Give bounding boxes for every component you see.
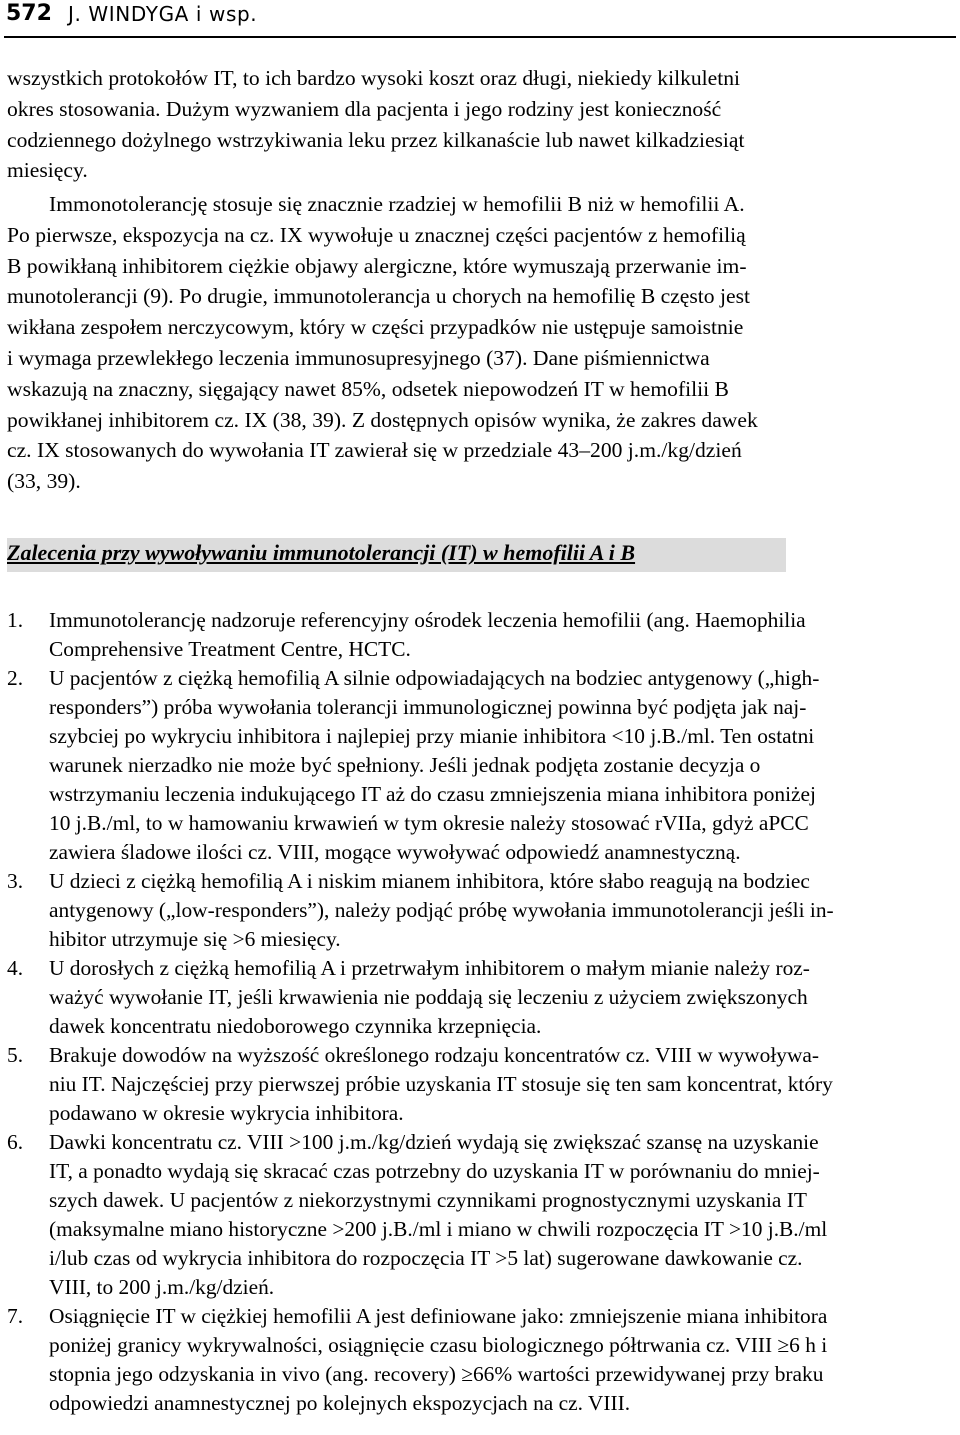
recommendation-item <box>7 954 953 1041</box>
item-text-line: ważyć wywołanie IT, jeśli krwawienia nie poddają się leczeniu z użyciem zwiększonych <box>49 985 808 1009</box>
header-rule <box>4 36 956 38</box>
item-text-line: poniżej granicy wykrywalności, osiągnięcie czasu biologicznego półtrwania cz. VIII ≥6 h i <box>49 1333 828 1357</box>
text-line: okres stosowania. Dużym wyzwaniem dla pacjenta i jego rodziny jest konieczność <box>7 96 722 121</box>
text-line: B powikłaną inhibitorem ciężkie objawy alergiczne, które wymuszają przerwanie im- <box>7 253 747 278</box>
item-text-line: szybciej po wykryciu inhibitora i najlepiej przy mianie inhibitora <10 j.B./ml. Ten ostatni <box>49 724 815 748</box>
item-text-line: hibitor utrzymuje się >6 miesięcy. <box>49 927 341 951</box>
item-text-line: U dorosłych z ciężką hemofilią A i przetrwałym inhibitorem o małym mianie należy roz- <box>49 956 810 980</box>
section-heading-text: Zalecenia przy wywoływaniu immunotolerancji (IT) w hemofilii A i B <box>7 540 636 565</box>
paragraph-2 <box>7 189 953 497</box>
item-text-line: antygenowy („low-responders”), należy podjąć próbę wywołania immunotolerancji jeśli in- <box>49 898 834 922</box>
item-text-line: niu IT. Najczęściej przy pierwszej próbie uzyskania IT stosuje się ten sam koncentrat, który <box>49 1072 833 1096</box>
item-number: 1. <box>7 608 24 632</box>
recommendation-item <box>7 606 953 664</box>
item-text-line: responders”) próba wywołania tolerancji immunologicznej powinna być podjęta jak naj- <box>49 695 807 719</box>
item-number: 6. <box>7 1130 24 1154</box>
item-text-line: U pacjentów z ciężką hemofilią A silnie odpowiadających na bodziec antygenowy („high- <box>49 666 820 690</box>
text-line: Immonotolerancję stosuje się znacznie rzadziej w hemofilii B niż w hemofilii A. <box>49 192 745 216</box>
item-text-line: Comprehensive Treatment Centre, HCTC. <box>49 637 411 661</box>
item-text-line: wstrzymaniu leczenia indukującego IT aż do czasu zmniejszenia miana inhibitora poniżej <box>49 782 816 806</box>
item-text-line: odpowiedzi anamnestycznej po kolejnych ekspozycjach na cz. VIII. <box>49 1391 631 1415</box>
text-line: i wymaga przewlekłego leczenia immunosupresyjnego (37). Dane piśmiennictwa <box>7 345 710 370</box>
recommendations-list <box>7 606 953 1418</box>
text-line: wikłana zespołem nerczycowym, który w części przypadków nie ustępuje samoistnie <box>7 315 744 340</box>
section-heading <box>7 538 786 572</box>
item-number: 5. <box>7 1043 24 1067</box>
text-line: miesięcy. <box>7 158 88 183</box>
text-line: Po pierwsze, ekspozycja na cz. IX wywołuje u znacznej części pacjentów z hemofilią <box>7 222 746 247</box>
item-text-line: szych dawek. U pacjentów z niekorzystnymi czynnikami prognostycznymi uzyskania IT <box>49 1188 807 1212</box>
item-text-line: zawiera śladowe ilości cz. VIII, mogące wywoływać odpowiedź anamnestyczną. <box>49 840 741 864</box>
item-text-line: Dawki koncentratu cz. VIII >100 j.m./kg/dzień wydają się zwiększać szansę na uzyskanie <box>49 1130 819 1154</box>
item-number: 7. <box>7 1304 24 1328</box>
item-text-line: Brakuje dowodów na wyższość określonego rodzaju koncentratów cz. VIII w wywoływa- <box>49 1043 820 1067</box>
item-text-line: Immunotolerancję nadzoruje referencyjny ośrodek leczenia hemofilii (ang. Haemophilia <box>49 608 806 632</box>
running-header <box>0 0 960 30</box>
item-text-line: IT, a ponadto wydają się skracać czas potrzebny do uzyskania IT w porównaniu do mniej- <box>49 1159 820 1183</box>
text-line: cz. IX stosowanych do wywołania IT zawierał się w przedziale 43–200 j.m./kg/dzień <box>7 438 742 463</box>
item-text-line: VIII, to 200 j.m./kg/dzień. <box>49 1275 275 1299</box>
text-line: wskazują na znaczny, sięgający nawet 85%, odsetek niepowodzeń IT w hemofilii B <box>7 376 729 401</box>
item-text-line: i/lub czas od wykrycia inhibitora do rozpoczęcia IT >5 lat) sugerowane dawkowanie cz. <box>49 1246 803 1270</box>
recommendation-item <box>7 867 953 954</box>
text-line: powikłanej inhibitorem cz. IX (38, 39). Z dostępnych opisów wynika, że zakres dawek <box>7 407 758 432</box>
recommendation-item <box>7 1041 953 1128</box>
text-line: (33, 39). <box>7 469 81 494</box>
recommendation-item <box>7 1128 953 1302</box>
item-number: 3. <box>7 869 24 893</box>
text-line: munotolerancji (9). Po drugie, immunotolerancja u chorych na hemofilię B często jest <box>7 284 750 309</box>
recommendation-item <box>7 664 953 867</box>
paragraph-1 <box>7 63 953 186</box>
running-title: J. WINDYGA i wsp. <box>68 2 258 26</box>
text-line: wszystkich protokołów IT, to ich bardzo wysoki koszt oraz długi, niekiedy kilkuletni <box>7 66 741 90</box>
item-number: 4. <box>7 956 24 980</box>
item-number: 2. <box>7 666 24 690</box>
item-text-line: 10 j.B./ml, to w hamowaniu krwawień w tym okresie należy stosować rVIIa, gdyż aPCC <box>49 811 809 835</box>
item-text-line: U dzieci z ciężką hemofilią A i niskim mianem inhibitora, które słabo reagują na bodziec <box>49 869 810 893</box>
item-text-line: podawano w okresie wykrycia inhibitora. <box>49 1101 404 1125</box>
item-text-line: stopnia jego odzyskania in vivo (ang. recovery) ≥66% wartości przewidywanej przy braku <box>49 1362 824 1386</box>
item-text-line: Osiągnięcie IT w ciężkiej hemofilii A jest definiowane jako: zmniejszenie miana inhibitora <box>49 1304 828 1328</box>
page-number: 572 <box>6 1 52 26</box>
text-line: codziennego dożylnego wstrzykiwania leku przez kilkanaście lub nawet kilkadziesiąt <box>7 127 745 152</box>
item-text-line: (maksymalne miano historyczne >200 j.B./ml i miano w chwili rozpoczęcia IT >10 j.B./ml <box>49 1217 828 1241</box>
item-text-line: warunek nierzadko nie może być spełniony. Jeśli jednak podjęta zostanie decyzja o <box>49 753 761 777</box>
item-text-line: dawek koncentratu niedoborowego czynnika krzepnięcia. <box>49 1014 542 1038</box>
recommendation-item <box>7 1302 953 1418</box>
